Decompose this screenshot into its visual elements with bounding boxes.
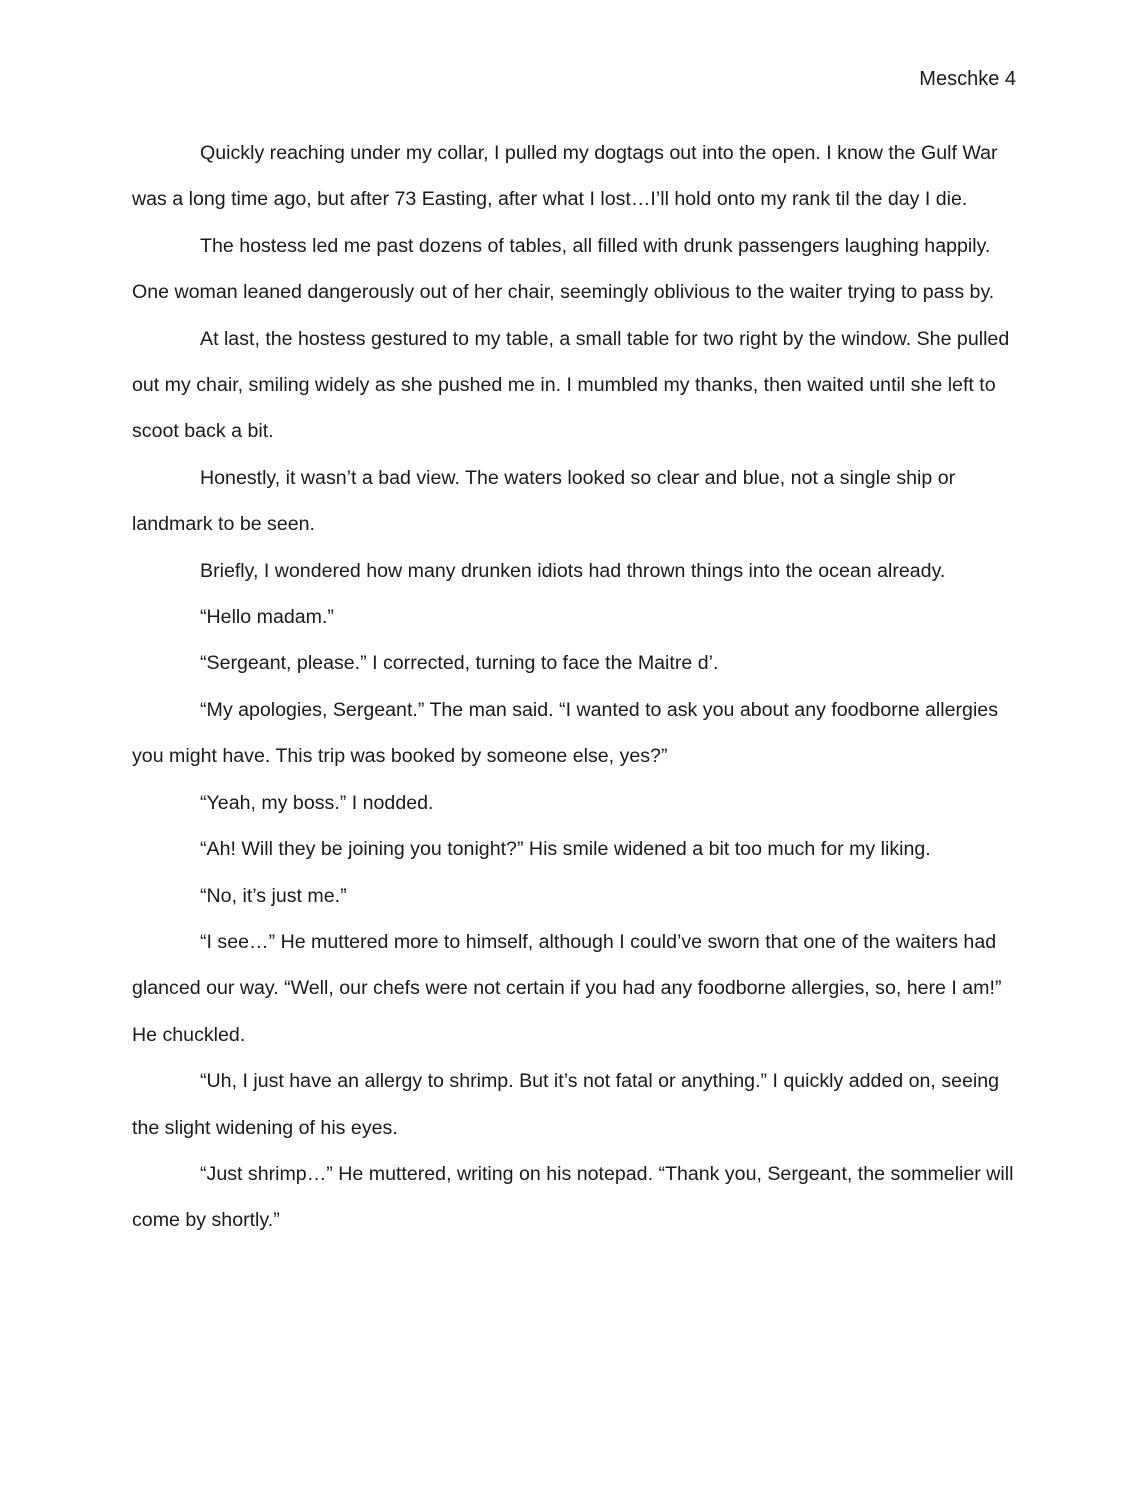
paragraph: “Hello madam.” <box>200 606 334 629</box>
paragraph: “Uh, I just have an allergy to shrimp. But it’s not fatal or anything.” I quickly added on, seeing the slight widening of his eyes. <box>132 1070 1000 1139</box>
paragraph: “I see…” He muttered more to himself, although I could’ve sworn that one of the waiters had glanced our way. “Well, our chefs were not certain if you had any foodborne allergies, so, here I am!” He chuckled. <box>132 930 1002 1046</box>
paragraph: “Yeah, my boss.” I nodded. <box>200 791 434 814</box>
paragraph: “My apologies, Sergeant.” The man said. “I wanted to ask you about any foodborne allergies you might have. This trip was booked by someone else, yes?” <box>132 698 999 768</box>
running-header: Meschke 4 <box>919 68 1016 90</box>
paragraph: The hostess led me past dozens of tables, all filled with drunk passengers laughing happily. One woman leaned dangerously out of her chair, seemingly oblivious to the waiter trying to pass by. <box>132 234 995 304</box>
document-body <box>132 130 1016 1244</box>
paragraph: “Ah! Will they be joining you tonight?” His smile widened a bit too much for my liking. <box>200 838 931 861</box>
paragraph: At last, the hostess gestured to my table, a small table for two right by the window. She pulled out my chair, smiling widely as she pushed me in. I mumbled my thanks, then waited until she left to scoot back a bit. <box>132 327 1010 443</box>
paragraph: “Sergeant, please.” I corrected, turning to face the Maitre d’. <box>200 652 719 675</box>
paragraph: “Just shrimp…” He muttered, writing on his notepad. “Thank you, Sergeant, the sommelier will come by shortly.” <box>132 1162 1014 1232</box>
paragraph: Briefly, I wondered how many drunken idiots had thrown things into the ocean already. <box>200 559 946 582</box>
paragraph: “No, it’s just me.” <box>200 884 347 907</box>
paragraph: Honestly, it wasn’t a bad view. The waters looked so clear and blue, not a single ship or landmark to be seen. <box>132 466 956 536</box>
paragraph: Quickly reaching under my collar, I pulled my dogtags out into the open. I know the Gulf War was a long time ago, but after 73 Easting, after what I lost…I’ll hold onto my rank til the day I die. <box>132 142 998 211</box>
